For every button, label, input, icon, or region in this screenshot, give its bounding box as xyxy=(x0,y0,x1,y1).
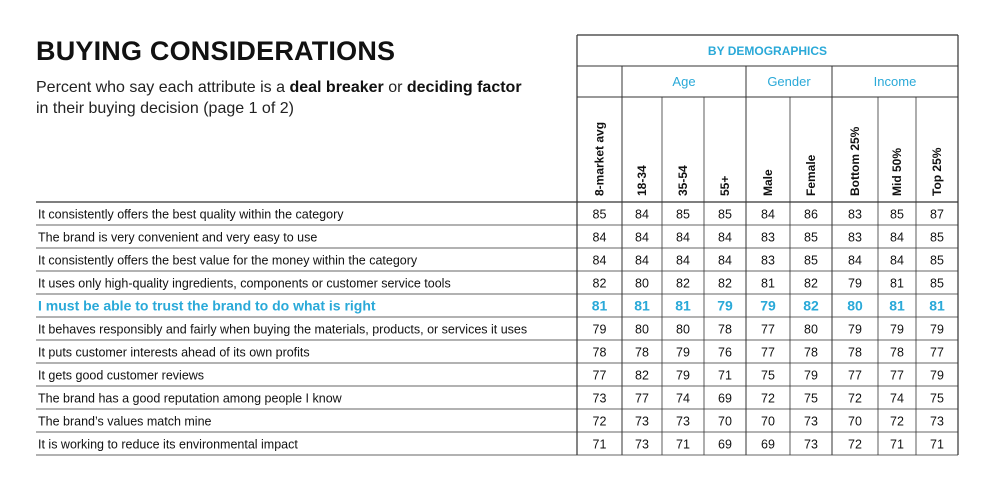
value-cell: 81 xyxy=(889,297,905,314)
value-cell: 80 xyxy=(676,322,690,337)
value-cell: 77 xyxy=(930,345,944,360)
value-cell: 82 xyxy=(676,276,690,291)
value-cell: 73 xyxy=(676,414,690,429)
value-cell: 85 xyxy=(930,276,944,291)
value-cell: 81 xyxy=(890,276,904,291)
value-cell: 80 xyxy=(635,276,649,291)
value-cell: 70 xyxy=(761,414,775,429)
value-cell: 83 xyxy=(848,230,862,245)
value-cell: 75 xyxy=(761,368,775,383)
value-cell: 85 xyxy=(676,207,690,222)
row-label: It consistently offers the best value for the money within the category xyxy=(38,253,418,268)
value-cell: 78 xyxy=(848,345,862,360)
column-header: 35-54 xyxy=(676,165,690,196)
value-cell: 84 xyxy=(592,253,607,268)
value-cell: 78 xyxy=(804,345,818,360)
value-cell: 70 xyxy=(718,414,732,429)
column-header: Top 25% xyxy=(930,147,944,196)
value-cell: 74 xyxy=(676,391,690,406)
value-cell: 78 xyxy=(635,345,649,360)
group-header-age: Age xyxy=(672,74,696,89)
value-cell: 85 xyxy=(930,230,944,245)
value-cell: 79 xyxy=(848,322,862,337)
value-cell: 81 xyxy=(634,297,650,314)
value-cell: 77 xyxy=(761,322,775,337)
value-cell: 79 xyxy=(930,368,944,383)
value-cell: 75 xyxy=(930,391,944,406)
value-cell: 84 xyxy=(890,230,904,245)
value-cell: 81 xyxy=(591,297,608,314)
value-cell: 77 xyxy=(592,368,607,383)
column-header: Female xyxy=(804,154,818,196)
subtitle-part: in their buying decision (page 1 of 2) xyxy=(36,100,294,117)
value-cell: 74 xyxy=(890,391,904,406)
value-cell: 84 xyxy=(635,207,649,222)
row-label: The brand’s values match mine xyxy=(38,414,212,429)
value-cell: 72 xyxy=(592,414,607,429)
value-cell: 82 xyxy=(803,297,819,314)
row-label: It puts customer interests ahead of its own profits xyxy=(38,345,310,360)
value-cell: 73 xyxy=(930,414,944,429)
value-cell: 80 xyxy=(635,322,649,337)
subtitle-part: Percent who say each attribute is a xyxy=(36,79,290,96)
value-cell: 84 xyxy=(848,253,862,268)
value-cell: 69 xyxy=(718,437,732,452)
value-cell: 69 xyxy=(761,437,775,452)
value-cell: 85 xyxy=(804,230,818,245)
value-cell: 75 xyxy=(804,391,818,406)
group-header-gender: Gender xyxy=(767,74,811,89)
column-header: 55+ xyxy=(718,175,732,196)
value-cell: 77 xyxy=(761,345,775,360)
value-cell: 82 xyxy=(592,276,607,291)
value-cell: 72 xyxy=(848,391,862,406)
value-cell: 80 xyxy=(847,297,863,314)
value-cell: 73 xyxy=(804,437,818,452)
value-cell: 83 xyxy=(761,253,775,268)
value-cell: 81 xyxy=(675,297,691,314)
value-cell: 73 xyxy=(635,414,649,429)
value-cell: 70 xyxy=(848,414,862,429)
subtitle-part: or xyxy=(383,79,407,96)
value-cell: 79 xyxy=(848,276,862,291)
value-cell: 79 xyxy=(676,368,690,383)
page-title: BUYING CONSIDERATIONS xyxy=(36,36,396,66)
subtitle-emphasis-deciding-factor: deciding factor xyxy=(406,79,522,96)
value-cell: 82 xyxy=(635,368,649,383)
value-cell: 72 xyxy=(890,414,904,429)
value-cell: 73 xyxy=(804,414,818,429)
value-cell: 78 xyxy=(890,345,904,360)
value-cell: 77 xyxy=(635,391,649,406)
value-cell: 83 xyxy=(848,207,862,222)
value-cell: 78 xyxy=(592,345,607,360)
value-cell: 87 xyxy=(930,207,944,222)
row-label: It gets good customer reviews xyxy=(38,368,205,383)
subtitle-emphasis-deal-breaker: deal breaker xyxy=(289,79,384,96)
row-label: It is working to reduce its environmental impact xyxy=(38,437,298,452)
row-label: It consistently offers the best quality within the category xyxy=(38,207,344,222)
value-cell: 79 xyxy=(890,322,904,337)
value-cell: 84 xyxy=(718,253,732,268)
value-cell: 79 xyxy=(804,368,818,383)
value-cell: 71 xyxy=(930,437,944,452)
value-cell: 84 xyxy=(635,253,649,268)
value-cell: 81 xyxy=(929,297,945,314)
value-cell: 81 xyxy=(761,276,775,291)
value-cell: 72 xyxy=(848,437,862,452)
row-label: I must be able to trust the brand to do what is right xyxy=(38,297,376,314)
row-label: It uses only high-quality ingredients, components or customer service tools xyxy=(38,276,451,291)
value-cell: 77 xyxy=(848,368,862,383)
value-cell: 77 xyxy=(890,368,904,383)
column-header: 8-market avg xyxy=(592,121,607,196)
value-cell: 83 xyxy=(761,230,775,245)
value-cell: 71 xyxy=(890,437,904,452)
value-cell: 85 xyxy=(804,253,818,268)
value-cell: 80 xyxy=(804,322,818,337)
row-label: The brand is very convenient and very easy to use xyxy=(38,230,318,245)
value-cell: 73 xyxy=(635,437,649,452)
value-cell: 85 xyxy=(592,207,607,222)
value-cell: 78 xyxy=(718,322,732,337)
column-header: Bottom 25% xyxy=(848,126,862,196)
value-cell: 79 xyxy=(676,345,690,360)
value-cell: 82 xyxy=(804,276,818,291)
column-header: Mid 50% xyxy=(890,147,904,196)
value-cell: 85 xyxy=(890,207,904,222)
value-cell: 82 xyxy=(718,276,732,291)
value-cell: 85 xyxy=(930,253,944,268)
value-cell: 79 xyxy=(592,322,607,337)
value-cell: 84 xyxy=(592,230,607,245)
value-cell: 84 xyxy=(676,253,690,268)
value-cell: 84 xyxy=(676,230,690,245)
group-header-income: Income xyxy=(873,74,917,89)
value-cell: 71 xyxy=(718,368,732,383)
value-cell: 86 xyxy=(804,207,818,222)
value-cell: 73 xyxy=(592,391,607,406)
value-cell: 85 xyxy=(718,207,732,222)
value-cell: 84 xyxy=(635,230,649,245)
value-cell: 79 xyxy=(760,297,776,314)
value-cell: 71 xyxy=(592,437,607,452)
value-cell: 79 xyxy=(717,297,733,314)
value-cell: 84 xyxy=(718,230,732,245)
value-cell: 72 xyxy=(761,391,775,406)
row-label: It behaves responsibly and fairly when buying the materials, products, or services it uses xyxy=(38,322,528,337)
value-cell: 84 xyxy=(890,253,904,268)
value-cell: 69 xyxy=(718,391,732,406)
value-cell: 76 xyxy=(718,345,732,360)
value-cell: 84 xyxy=(761,207,775,222)
row-label: The brand has a good reputation among people I know xyxy=(38,391,342,406)
column-header: Male xyxy=(761,169,775,196)
value-cell: 79 xyxy=(930,322,944,337)
value-cell: 71 xyxy=(676,437,690,452)
column-header: 18-34 xyxy=(635,165,649,196)
demographics-header: BY DEMOGRAPHICS xyxy=(707,44,828,58)
